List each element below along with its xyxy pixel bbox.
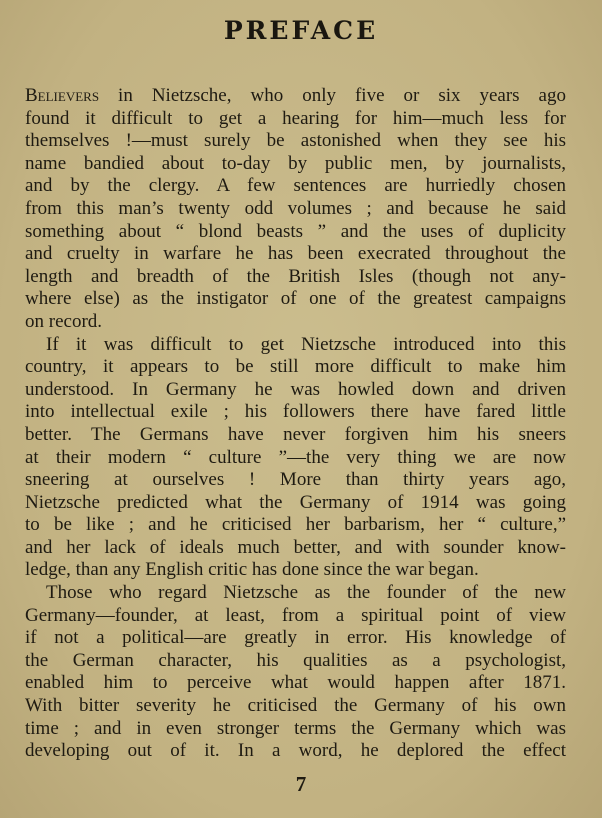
text-line (25, 221, 566, 244)
line-text: in Nietzsche, who only five or six years ago (99, 85, 566, 106)
line-text: Nietzsche predicted what the Germany of 1914 was going (25, 491, 566, 513)
text-line (25, 718, 566, 741)
line-text: better. The Germans have never forgiven him his sneers (25, 423, 566, 445)
text-line (25, 582, 566, 605)
page-number: 7 (295, 772, 307, 796)
text-line (25, 175, 566, 198)
text-line (25, 537, 566, 560)
text-line (25, 424, 566, 447)
line-text: if not a political—are greatly in error. His knowledge of (25, 627, 566, 649)
text-line (25, 85, 566, 108)
text-line (25, 559, 566, 582)
text-line (25, 605, 566, 628)
text-line (25, 401, 566, 424)
line-text: and cruelty in warfare he has been execrated throughout the (25, 243, 566, 265)
text-line (25, 627, 566, 650)
text-line (25, 695, 566, 718)
line-text: With bitter severity he criticised the Germany of his own (25, 695, 566, 717)
body-text (25, 85, 566, 763)
text-line (25, 379, 566, 402)
text-line (25, 198, 566, 221)
line-text: themselves !—must surely be astonished when they see his (25, 130, 566, 152)
text-line (25, 334, 566, 357)
text-line (25, 108, 566, 131)
line-text: and her lack of ideals much better, and with sounder know- (25, 536, 566, 558)
text-line (25, 266, 566, 289)
line-text: developing out of it. In a word, he deplored the effect (25, 740, 566, 762)
text-line (25, 288, 566, 311)
text-line (25, 311, 566, 334)
text-line (25, 356, 566, 379)
line-text: at their modern “ culture ”—the very thing we are now (25, 446, 566, 468)
line-text: length and breadth of the British Isles (though not any- (25, 265, 566, 287)
line-text: from this man’s twenty odd volumes ; and because he said (25, 197, 566, 219)
paragraph (25, 334, 566, 583)
line-text: sneering at ourselves ! More than thirty years ago, (25, 469, 566, 491)
line-text: country, it appears to be still more difficult to make him (25, 356, 566, 378)
lead-word: Believers (25, 85, 100, 106)
text-line (25, 740, 566, 763)
line-text: name bandied about to-day by public men, by journalists, (25, 152, 566, 174)
text-line (25, 447, 566, 470)
text-line (25, 130, 566, 153)
text-line (25, 469, 566, 492)
text-line (25, 672, 566, 695)
line-text: into intellectual exile ; his followers there have fared little (25, 401, 566, 423)
line-text: and by the clergy. A few sentences are hurriedly chosen (25, 175, 566, 197)
text-line (25, 514, 566, 537)
line-text: understood. In Germany he was howled down and driven (25, 378, 566, 400)
text-line (25, 153, 566, 176)
line-text: time ; and in even stronger terms the Germany which was (25, 717, 566, 739)
line-text: where else) as the instigator of one of the greatest campaigns (25, 288, 566, 310)
line-text: Germany—founder, at least, from a spiritual point of view (25, 604, 566, 626)
paragraph (25, 85, 566, 334)
line-text: the German character, his qualities as a psychologist, (25, 649, 566, 671)
line-text: ledge, than any English critic has done since the war began. (25, 559, 479, 581)
page-title: PREFACE (223, 16, 379, 45)
text-line (25, 243, 566, 266)
line-text: found it difficult to get a hearing for him—much less for (25, 107, 566, 129)
line-text: If it was difficult to get Nietzsche introduced into this (46, 333, 566, 355)
text-line (25, 492, 566, 515)
line-text: on record. (25, 310, 103, 332)
text-line (25, 650, 566, 673)
line-text: enabled him to perceive what would happen after 1871. (25, 672, 566, 694)
line-text: to be like ; and he criticised her barbarism, her “ culture,” (25, 514, 566, 536)
line-text: something about “ blond beasts ” and the uses of duplicity (25, 220, 566, 242)
paragraph (25, 582, 566, 763)
line-text: Those who regard Nietzsche as the founder of the new (46, 582, 566, 604)
